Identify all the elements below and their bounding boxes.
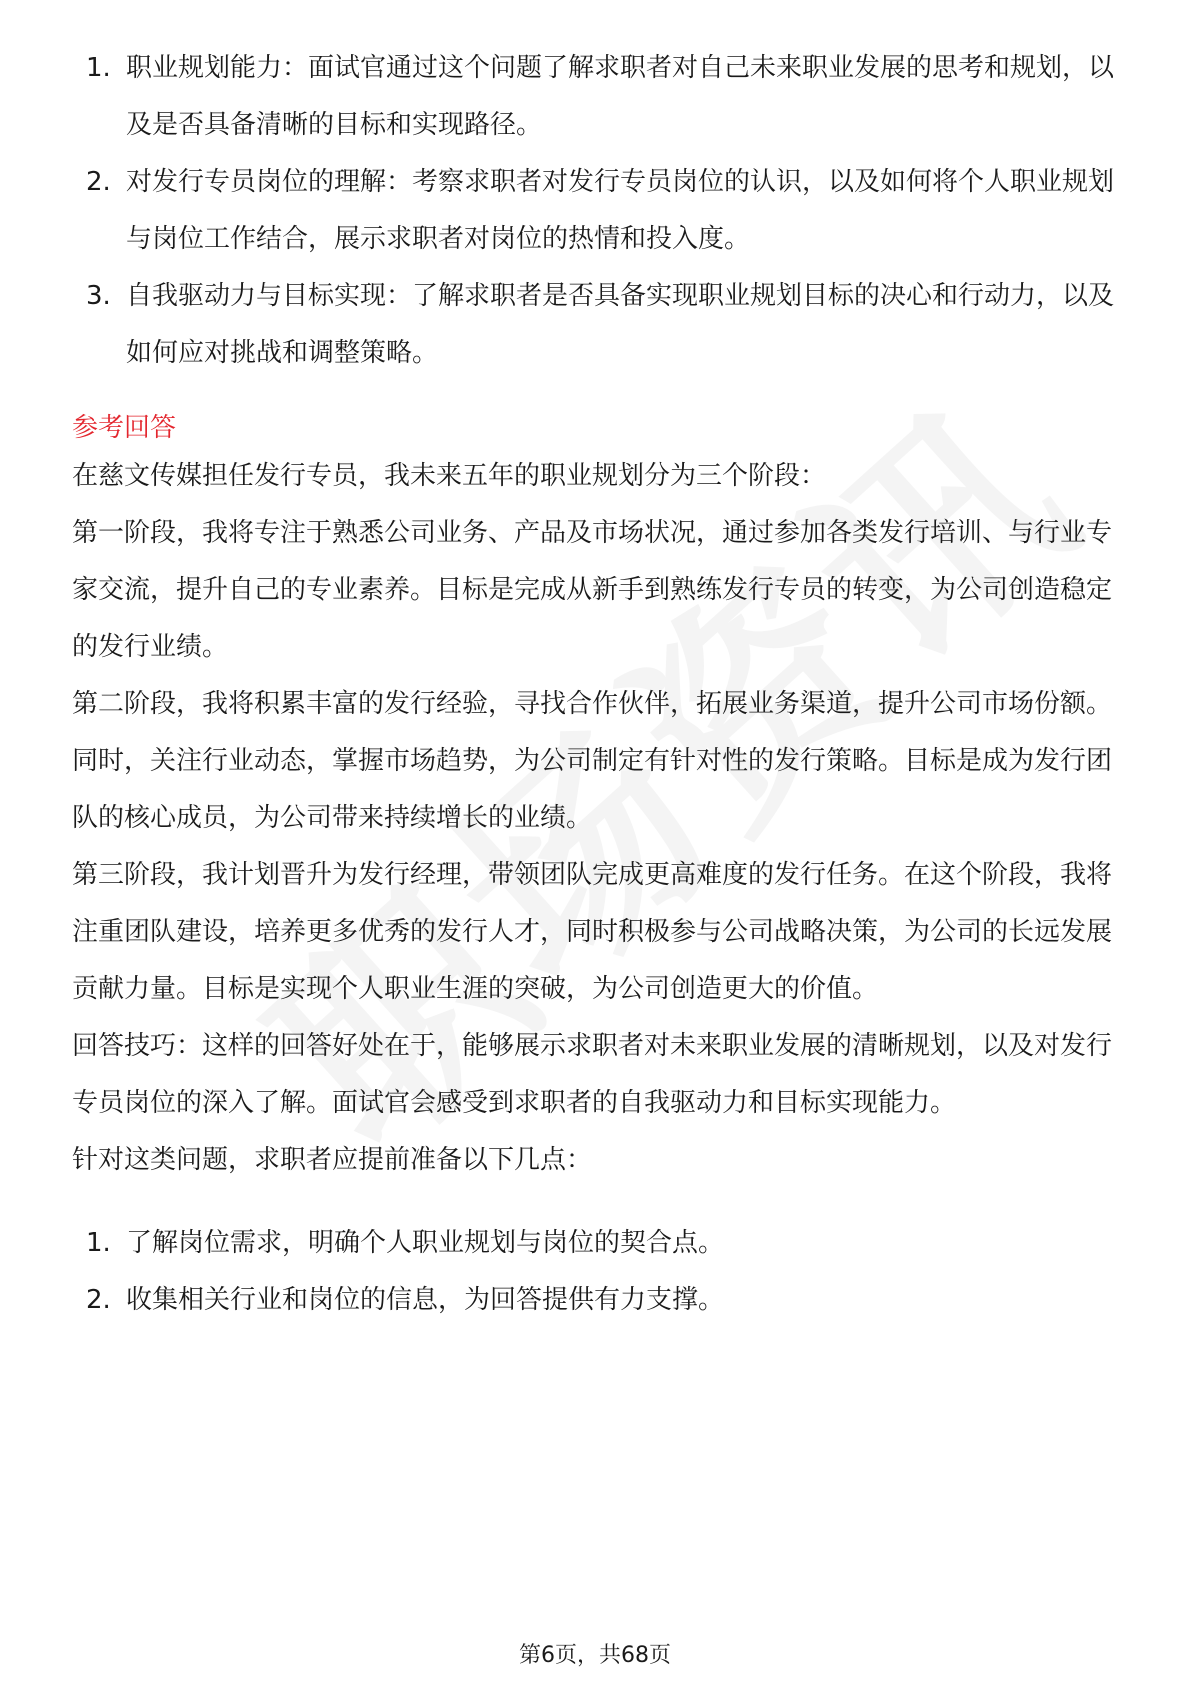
list-number: 3. — [86, 281, 111, 311]
list-text: 职业规划能力：面试官通过这个问题了解求职者对自己未来职业发展的思考和规划，以及是否具备清晰的目标和实现路径。 — [126, 53, 1115, 140]
section-title: 参考回答 — [72, 413, 177, 443]
list-text: 自我驱动力与目标实现：了解求职者是否具备实现职业规划目标的决心和行动力，以及如何应对挑战和调整策略。 — [126, 281, 1115, 368]
list-item — [72, 40, 1122, 154]
list-number: 2. — [86, 1285, 111, 1315]
paragraph-stage-one: 第一阶段，我将专注于熟悉公司业务、产品及市场状况，通过参加各类发行培训、与行业专家交流，提升自己的专业素养。目标是完成从新手到熟练发行专员的转变，为公司创造稳定的发行业绩。 — [72, 518, 1113, 662]
intro-list — [72, 40, 1122, 382]
paragraph-intro: 在慈文传媒担任发行专员，我未来五年的职业规划分为三个阶段： — [72, 461, 827, 491]
list-item — [72, 268, 1122, 382]
list-number: 1. — [86, 53, 111, 83]
list-text: 对发行专员岗位的理解：考察求职者对发行专员岗位的认识，以及如何将个人职业规划与岗位工作结合，展示求职者对岗位的热情和投入度。 — [126, 167, 1115, 254]
paragraph-answer-tips: 回答技巧：这样的回答好处在于，能够展示求职者对未来职业发展的清晰规划，以及对发行专员岗位的深入了解。面试官会感受到求职者的自我驱动力和目标实现能力。 — [72, 1031, 1113, 1118]
list-number: 1. — [86, 1228, 111, 1258]
list-number: 2. — [86, 167, 111, 197]
page-footer: 第6页，共68页 — [519, 1643, 671, 1668]
document-body — [72, 40, 1122, 1329]
prep-list — [72, 1215, 1122, 1329]
paragraph-stage-two: 第二阶段，我将积累丰富的发行经验，寻找合作伙伴，拓展业务渠道，提升公司市场份额。同时，关注行业动态，掌握市场趋势，为公司制定有针对性的发行策略。目标是成为发行团队的核心成员，为公司带来持续增长的业绩。 — [72, 689, 1113, 833]
list-item — [72, 1215, 1122, 1272]
paragraph-prep-intro: 针对这类问题，求职者应提前准备以下几点： — [72, 1145, 593, 1175]
list-item — [72, 1272, 1122, 1329]
list-item — [72, 154, 1122, 268]
list-text: 收集相关行业和岗位的信息，为回答提供有力支撑。 — [126, 1285, 725, 1315]
paragraph-stage-three: 第三阶段，我计划晋升为发行经理，带领团队完成更高难度的发行任务。在这个阶段，我将注重团队建设，培养更多优秀的发行人才，同时积极参与公司战略决策，为公司的长远发展贡献力量。目标是实现个人职业生涯的突破，为公司创造更大的价值。 — [72, 860, 1113, 1004]
list-text: 了解岗位需求，明确个人职业规划与岗位的契合点。 — [126, 1228, 725, 1258]
